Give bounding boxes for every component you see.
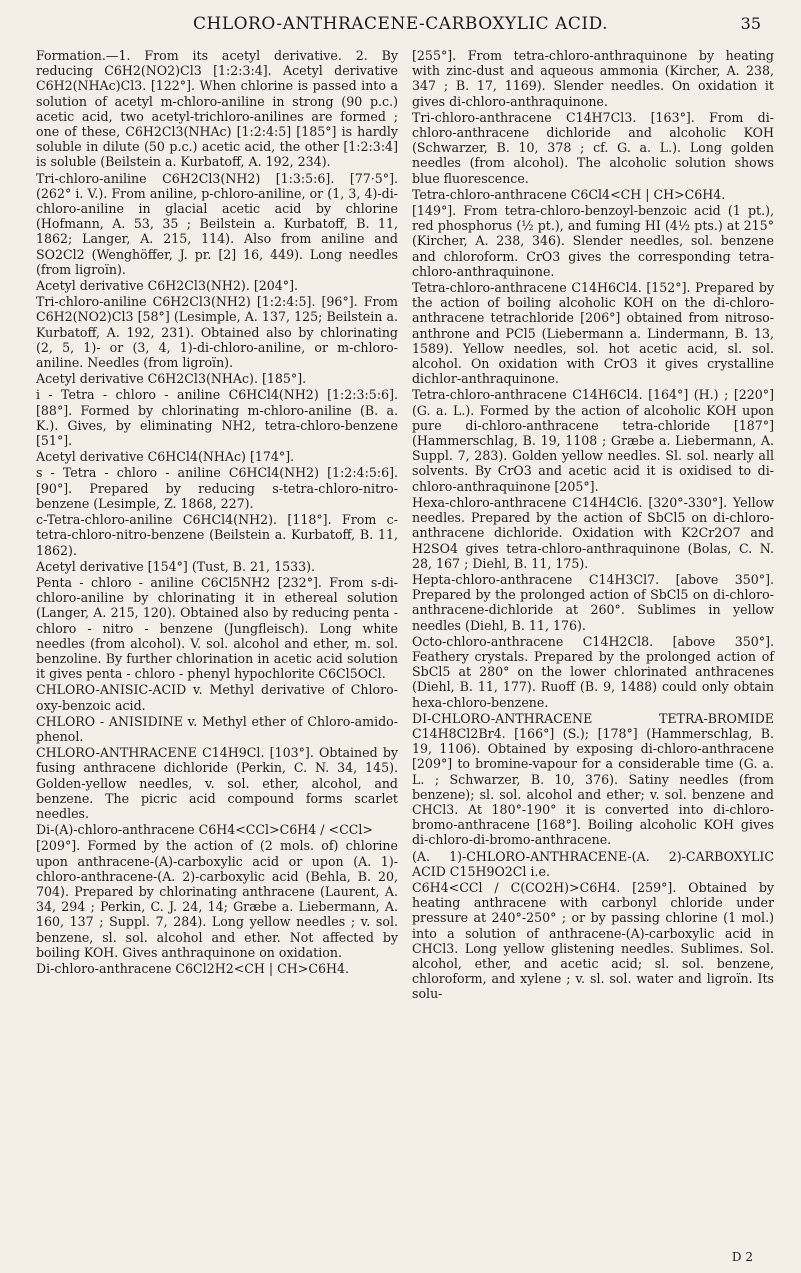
paragraph: C6H4<CCl / C(CO2H)>C6H4. [259°]. Obtained by heating anthracene with carbonyl chloride under pressure at 240°-250° ; or by passing chlorine (1 mol.) into a solution of anthracene-(A)-carboxylic acid in CHCl3. Long yellow glistening needles. Sublimes. Sol. alcohol, ether, and acetic acid; sl. sol. benzene, chloroform, and xylene ; v. sl. sol. water and ligroïn. Its solu- xyxy=(412,879,774,1002)
paragraph: Penta - chloro - aniline C6Cl5NH2 [232°]. From s-di-chloro-aniline by chlorinating it in ethereal solution (Langer, A. 215, 120). Obtained also by reducing penta - chloro - nitro - benzene (Jungfleisch). Long white needles (from alcohol). V. sol. alcohol and ether, m. sol. benzoline. By further chlorination in acetic acid solution it gives penta - chloro - phenyl hypochlorite C6Cl5OCl. xyxy=(36,574,398,682)
paragraph: Octo-chloro-anthracene C14H2Cl8. [above 350°]. Feathery crystals. Prepared by the prolonged action of SbCl5 at 280° on the lower chlorinated anthracenes (Diehl, B. 11, 177). Ruoff (B. 9, 1488) could only obtain hexa-chloro-benzene. xyxy=(412,633,774,710)
paragraph: [255°]. From tetra-chloro-anthraquinone by heating with zinc-dust and aqueous ammonia (Kircher, A. 238, 347 ; B. 17, 1169). Slender needles. On oxidation it gives di-chloro-anthraquinone. xyxy=(412,48,774,109)
left-column xyxy=(36,48,398,977)
page-header xyxy=(0,8,801,38)
paragraph: CHLORO-ANISIC-ACID v. Methyl derivative of Chloro-oxy-benzoic acid. xyxy=(36,682,398,713)
running-head: CHLORO-ANTHRACENE-CARBOXYLIC ACID. xyxy=(192,14,608,34)
structural-formula: Di-(A)-chloro-anthracene C6H4<CCl>C6H4 / <CCl> xyxy=(36,822,373,838)
paragraph: Hepta-chloro-anthracene C14H3Cl7. [above 350°]. Prepared by the prolonged action of SbCl5 on di-chloro-anthracene-dichloride at 260°. Sublimes in yellow needles (Diehl, B. 11, 176). xyxy=(412,571,774,633)
right-column xyxy=(412,48,774,1003)
page-number: 35 xyxy=(740,14,761,33)
paragraph: [209°]. Formed by the action of (2 mols. of) chlorine upon anthracene-(A)-carboxylic acid or upon (A. 1)-chloro-anthracene-(A. 2)-carboxylic acid (Behla, B. 20, 704). Prepared by chlorinating anthracene (Laurent, A. 34, 294 ; Perkin, C. J. 24, 14; Græbe a. Liebermann, A. 160, 137 ; Suppl. 7, 284). Long yellow needles ; v. sol. benzene, sl. sol. alcohol and ether. Not affected by boiling KOH. Gives anthraquinone on oxidation. xyxy=(36,838,398,960)
section-heading: (A. 1)-CHLORO-ANTHRACENE-(A. 2)-CARBOXYLIC ACID C15H9O2Cl i.e. xyxy=(412,848,774,879)
paragraph: i - Tetra - chloro - aniline C6HCl4(NH2) [1:2:3:5:6]. [88°]. Formed by chlorinating m-chloro-aniline (B. a. K.). Gives, by eliminating NH2, tetra-chloro-benzene [51°]. xyxy=(36,387,398,449)
paragraph: Tri-chloro-anthracene C14H7Cl3. [163°]. From di-chloro-anthracene dichloride and alcoholic KOH (Schwarzer, B. 10, 378 ; cf. G. a. L.). Long golden needles (from alcohol). The alcoholic solution shows blue fluorescence. xyxy=(412,109,774,186)
paragraph: Formation.—1. From its acetyl derivative. 2. By reducing C6H2(NO2)Cl3 [1:2:3:4]. Acetyl derivative C6H2(NHAc)Cl3. [122°]. When chlorine is passed into a solution of acetyl m-chloro-aniline in strong (90 p.c.) acetic acid, two acetyl-trichloro-anilines are formed ; one of these, C6H2Cl3(NHAc) [1:2:4:5] [185°] is hardly soluble in dilute (50 p.c.) acetic acid, the other [1:2:3:4] is soluble (Beilstein a. Kurbatoff, A. 192, 234). xyxy=(36,48,398,170)
paragraph: s - Tetra - chloro - aniline C6HCl4(NH2) [1:2:4:5:6]. [90°]. Prepared by reducing s-tetra-chloro-nitro-benzene (Lesimple, Z. 1868, 227). xyxy=(36,465,398,511)
paragraph: Acetyl derivative C6H2Cl3(NH2). [204°]. xyxy=(36,278,298,294)
paragraph: Acetyl derivative C6H2Cl3(NHAc). [185°]. xyxy=(36,371,307,387)
paragraph: CHLORO-ANTHRACENE C14H9Cl. [103°]. Obtained by fusing anthracene dichloride (Perkin, C. N. 34, 145). Golden-yellow needles, v. sol. ether, alcohol, and benzene. The picric acid compound forms scarlet needles. xyxy=(36,745,398,821)
signature-mark: D 2 xyxy=(731,1250,753,1264)
paragraph: Acetyl derivative [154°] (Tust, B. 21, 1533). xyxy=(36,558,316,574)
structural-formula: Di-chloro-anthracene C6Cl2H2<CH | CH>C6H4. xyxy=(36,960,349,976)
paragraph: Tetra-chloro-anthracene C14H6Cl4. [164°] (H.) ; [220°] (G. a. L.). Formed by the action of alcoholic KOH upon pure di-chloro-anthracene tetra-chloride [187°] (Hammerschlag, B. 19, 1108 ; Græbe a. Liebermann, A. Suppl. 7, 283). Golden yellow needles. Sl. sol. nearly all solvents. By CrO3 and acetic acid it is oxidised to di-chloro-anthraquinone [205°]. xyxy=(412,387,774,494)
paragraph: CHLORO - ANISIDINE v. Methyl ether of Chloro-amido-phenol. xyxy=(36,713,398,744)
paragraph: Tetra-chloro-anthracene C14H6Cl4. [152°]. Prepared by the action of boiling alcoholic KOH on the di-chloro-anthracene tetrachloride [206°] obtained from nitroso-anthrone and PCl5 (Liebermann a. Lindermann, B. 13, 1589). Yellow needles, sol. hot acetic acid, sl. sol. alcohol. On oxidation with CrO3 it gives crystalline dichlor-anthraquinone. xyxy=(412,280,774,387)
paragraph: Tri-chloro-aniline C6H2Cl3(NH2) [1:2:4:5]. [96°]. From C6H2(NO2)Cl3 [58°] (Lesimple, A. 137, 125; Beilstein a. Kurbatoff, A. 192, 231). Obtained also by chlorinating (2, 5, 1)- or (3, 4, 1)-di-chloro-aniline, or m-chloro-aniline. Needles (from ligroïn). xyxy=(36,294,398,371)
paragraph: [149°]. From tetra-chloro-benzoyl-benzoic acid (1 pt.), red phosphorus (½ pt.), and fuming HI (4½ pts.) at 215° (Kircher, A. 238, 346). Slender needles, sol. benzene and chloroform. CrO3 gives the corresponding tetra-chloro-anthraquinone. xyxy=(412,203,774,279)
paragraph: Tri-chloro-aniline C6H2Cl3(NH2) [1:3:5:6]. [77·5°]. (262° i. V.). From aniline, p-chloro-aniline, or (1, 3, 4)-di-chloro-aniline in glacial acetic acid by chlorine (Hofmann, A. 53, 35 ; Beilstein a. Kurbatoff, B. 11, 1862; Langer, A. 215, 114). Also from aniline and SO2Cl2 (Wenghöffer, J. pr. [2] 16, 449). Long needles (from ligroïn). xyxy=(36,170,398,277)
paragraph: Acetyl derivative C6HCl4(NHAc) [174°]. xyxy=(36,449,295,465)
paragraph: DI-CHLORO-ANTHRACENE TETRA-BROMIDE C14H8Cl2Br4. [166°] (S.); [178°] (Hammerschlag, B. 19, 1106). Obtained by exposing di-chloro-anthracene [209°] to bromine-vapour for a considerable time (G. a. L. ; Schwarzer, B. 10, 376). Satiny needles (from benzene); sl. sol. alcohol and ether; v. sol. benzene and CHCl3. At 180°-190° it is converted into di-chloro-bromo-anthracene [168°]. Boiling alcoholic KOH gives di-chloro-di-bromo-anthracene. xyxy=(412,710,774,848)
structural-formula: Tetra-chloro-anthracene C6Cl4<CH | CH>C6H4. xyxy=(412,186,726,202)
paragraph: c-Tetra-chloro-aniline C6HCl4(NH2). [118°]. From c-tetra-chloro-nitro-benzene (Beilstein a. Kurbatoff, B. 11, 1862). xyxy=(36,512,398,558)
paragraph: Hexa-chloro-anthracene C14H4Cl6. [320°-330°]. Yellow needles. Prepared by the action of SbCl5 on di-chloro-anthracene dichloride. Oxidation with K2Cr2O7 and H2SO4 gives tetra-chloro-anthraquinone (Bolas, C. N. 28, 167 ; Diehl, B. 11, 175). xyxy=(412,494,774,571)
